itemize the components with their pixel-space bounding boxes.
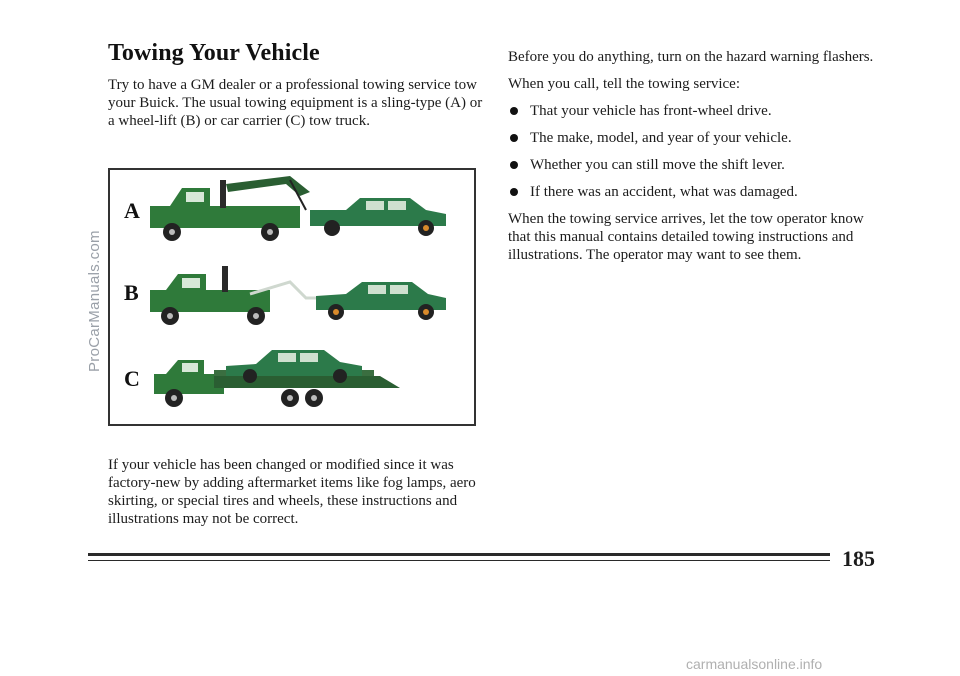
- caveat-block: [108, 456, 484, 528]
- towed-car-a: [310, 198, 446, 236]
- tow-truck-illustration: [108, 168, 476, 426]
- label-b: B: [124, 280, 139, 305]
- right-column: [508, 48, 880, 273]
- list-item: The make, model, and year of your vehicle.: [508, 129, 880, 147]
- footer-rule-thin: [88, 560, 830, 561]
- intro-paragraph: Try to have a GM dealer or a professional towing service tow your Buick. The usual towing equipment is a sling-type (A) or a wheel-lift (B) or car carrier (C) tow truck.: [108, 77, 483, 129]
- caveat-paragraph: If your vehicle has been changed or modified since it was factory-new by adding aftermarket items like fog lamps, aero skirting, or special tires and wheels, these instructions and illustrations may not be correct.: [108, 457, 476, 527]
- list-item: Whether you can still move the shift lever.: [508, 156, 880, 174]
- row-c: [124, 350, 400, 407]
- towing-info-list: [508, 102, 880, 201]
- footer-rule-thick: [88, 553, 830, 556]
- row-a: [124, 176, 446, 241]
- arrival-paragraph: When the towing service arrives, let the tow operator know that this manual contains detailed towing instructions and illustrations. The operator may want to see them.: [508, 211, 864, 263]
- tow-truck-figure: [110, 170, 474, 424]
- wheel-lift-truck: [150, 266, 320, 325]
- towed-car-b: [316, 282, 446, 320]
- page-title: Towing Your Vehicle: [108, 40, 320, 66]
- side-watermark: ProCarManuals.com: [86, 230, 103, 372]
- row-b: [124, 266, 446, 325]
- page-number: 185: [842, 546, 875, 571]
- bullet-icon: [510, 134, 518, 142]
- call-intro: When you call, tell the towing service:: [508, 76, 741, 92]
- label-a: A: [124, 198, 140, 223]
- hazard-paragraph: Before you do anything, turn on the hazard warning flashers.: [508, 49, 874, 65]
- list-item: If there was an accident, what was damaged.: [508, 183, 880, 201]
- label-c: C: [124, 366, 140, 391]
- footer-watermark[interactable]: carmanualsonline.info: [686, 656, 823, 672]
- sling-truck: [150, 176, 310, 241]
- footer-rule: [88, 553, 830, 561]
- bullet-icon: [510, 107, 518, 115]
- bullet-icon: [510, 161, 518, 169]
- list-item: That your vehicle has front-wheel drive.: [508, 102, 880, 120]
- left-column: [108, 40, 484, 142]
- bullet-icon: [510, 188, 518, 196]
